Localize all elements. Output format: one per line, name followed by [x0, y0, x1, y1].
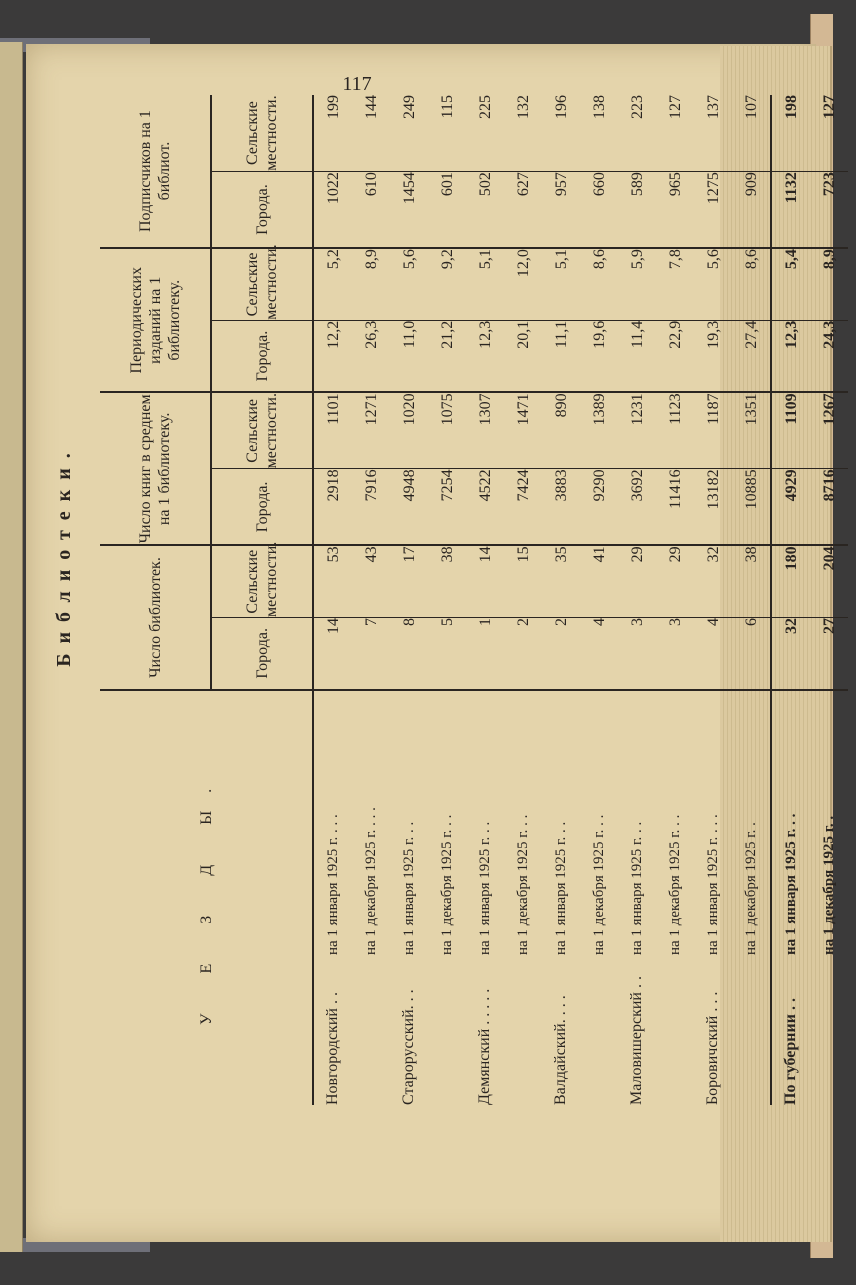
uezd-name: Валдайский. . . . [552, 995, 569, 1105]
date-label: на 1 января 1925 г. . . [553, 821, 569, 955]
uezd-name: Демянский . . . . . [476, 988, 493, 1105]
value-cell: 601 [428, 172, 466, 249]
table-row [580, 95, 618, 1105]
value-cell: 957 [542, 172, 580, 249]
value-cell: 5,6 [390, 248, 428, 320]
header-periodicals-per-library: Периодических изданий на 1 библиотеку. [100, 248, 211, 392]
value-cell: 14 [466, 545, 504, 617]
value-cell: 5,6 [694, 248, 732, 320]
value-cell: 1231 [618, 392, 656, 469]
date-label: на 1 января 1925 г. . . [477, 821, 493, 955]
uezd-name: Боровичский . . . [704, 991, 721, 1105]
header-rural: Сельские местности. [211, 95, 313, 172]
value-cell: 38 [732, 545, 771, 617]
value-cell: 8,9 [352, 248, 390, 320]
header-rural: Сельские местности. [211, 392, 313, 469]
value-cell: 6 [732, 618, 771, 690]
uezd-cell [771, 690, 810, 1105]
value-cell: 26,3 [352, 320, 390, 392]
table-row [352, 95, 390, 1105]
value-cell: 5,2 [313, 248, 352, 320]
uezd-cell [656, 690, 694, 1105]
page-number: 117 [342, 73, 372, 95]
date-label: на 1 декабря 1925 г. . . [591, 814, 607, 955]
value-cell: 199 [313, 95, 352, 172]
table-body [313, 95, 848, 1105]
value-cell: 4929 [771, 469, 810, 546]
table-row [504, 95, 542, 1105]
table-row [428, 95, 466, 1105]
value-cell: 223 [618, 95, 656, 172]
uezd-cell [580, 690, 618, 1105]
table-row [810, 95, 848, 1105]
table-row [656, 95, 694, 1105]
value-cell: 2 [542, 618, 580, 690]
value-cell: 1020 [390, 392, 428, 469]
value-cell: 3 [618, 618, 656, 690]
value-cell: 1123 [656, 392, 694, 469]
value-cell: 9,2 [428, 248, 466, 320]
value-cell: 1389 [580, 392, 618, 469]
header-rural: Сельские местности. [211, 545, 313, 617]
uezd-cell [428, 690, 466, 1105]
value-cell: 5,1 [542, 248, 580, 320]
value-cell: 127 [810, 95, 848, 172]
date-label: на 1 января 1925 г. . . [401, 821, 417, 955]
value-cell: 909 [732, 172, 771, 249]
value-cell: 14 [313, 618, 352, 690]
value-cell: 115 [428, 95, 466, 172]
value-cell: 589 [618, 172, 656, 249]
value-cell: 7 [352, 618, 390, 690]
libraries-table [100, 95, 848, 1105]
value-cell: 38 [428, 545, 466, 617]
value-cell: 7424 [504, 469, 542, 546]
value-cell: 2 [504, 618, 542, 690]
header-city: Города. [211, 172, 313, 249]
value-cell: 3692 [618, 469, 656, 546]
header-library-count: Число библиотек. [100, 545, 211, 689]
value-cell: 1109 [771, 392, 810, 469]
header-rural: Сельские местности. [211, 248, 313, 320]
uezd-name: Маловишерский . . [628, 976, 645, 1105]
date-label: на 1 декабря 1925 г. . . [515, 814, 531, 955]
uezd-cell [352, 690, 390, 1105]
value-cell: 4 [580, 618, 618, 690]
value-cell: 2918 [313, 469, 352, 546]
value-cell: 890 [542, 392, 580, 469]
uezd-cell [618, 690, 656, 1105]
date-label: на 1 декабря 1925 г. . . [667, 814, 683, 955]
value-cell: 11,4 [618, 320, 656, 392]
value-cell: 249 [390, 95, 428, 172]
value-cell: 1275 [694, 172, 732, 249]
value-cell: 180 [771, 545, 810, 617]
value-cell: 22,9 [656, 320, 694, 392]
value-cell: 127 [656, 95, 694, 172]
value-cell: 29 [656, 545, 694, 617]
value-cell: 1454 [390, 172, 428, 249]
date-label: на 1 января 1925 г. . . [629, 821, 645, 955]
table-row [694, 95, 732, 1105]
value-cell: 8,6 [732, 248, 771, 320]
table-row [313, 95, 352, 1105]
table-row [732, 95, 771, 1105]
uezd-cell [732, 690, 771, 1105]
table-row [618, 95, 656, 1105]
value-cell: 8716 [810, 469, 848, 546]
value-cell: 53 [313, 545, 352, 617]
left-page-edge [0, 42, 23, 1252]
value-cell: 502 [466, 172, 504, 249]
value-cell: 21,2 [428, 320, 466, 392]
uezd-cell [466, 690, 504, 1105]
table-row [390, 95, 428, 1105]
value-cell: 1075 [428, 392, 466, 469]
value-cell: 610 [352, 172, 390, 249]
value-cell: 4948 [390, 469, 428, 546]
date-label: на 1 января 1925 г. . . . [325, 814, 341, 955]
value-cell: 965 [656, 172, 694, 249]
uezd-name: Новгородский . . [324, 992, 341, 1105]
page-title: Библиотеки. [53, 443, 75, 667]
value-cell: 24,3 [810, 320, 848, 392]
value-cell: 8 [390, 618, 428, 690]
value-cell: 1132 [771, 172, 810, 249]
value-cell: 225 [466, 95, 504, 172]
value-cell: 32 [771, 618, 810, 690]
value-cell: 19,3 [694, 320, 732, 392]
value-cell: 1187 [694, 392, 732, 469]
value-cell: 1101 [313, 392, 352, 469]
uezd-cell [542, 690, 580, 1105]
value-cell: 11,1 [542, 320, 580, 392]
value-cell: 723 [810, 172, 848, 249]
value-cell: 5,9 [618, 248, 656, 320]
value-cell: 660 [580, 172, 618, 249]
value-cell: 41 [580, 545, 618, 617]
value-cell: 11,0 [390, 320, 428, 392]
value-cell: 1267 [810, 392, 848, 469]
value-cell: 137 [694, 95, 732, 172]
header-books-per-library: Число книг в среднем на 1 библиотеку. [100, 392, 211, 545]
value-cell: 7916 [352, 469, 390, 546]
value-cell: 20,1 [504, 320, 542, 392]
header-subscribers-per-library: Подписчиков на 1 библиот. [100, 95, 211, 248]
value-cell: 1022 [313, 172, 352, 249]
value-cell: 12,2 [313, 320, 352, 392]
value-cell: 1271 [352, 392, 390, 469]
value-cell: 1471 [504, 392, 542, 469]
header-uezd: У Е З Д Ы. [100, 690, 313, 1105]
value-cell: 43 [352, 545, 390, 617]
value-cell: 7254 [428, 469, 466, 546]
table-row [542, 95, 580, 1105]
value-cell: 107 [732, 95, 771, 172]
value-cell: 3883 [542, 469, 580, 546]
rotated-table-page [45, 73, 838, 1125]
value-cell: 3 [656, 618, 694, 690]
value-cell: 17 [390, 545, 428, 617]
value-cell: 1 [466, 618, 504, 690]
uezd-cell [313, 690, 352, 1105]
value-cell: 196 [542, 95, 580, 172]
value-cell: 27 [810, 618, 848, 690]
date-label: на 1 декабря 1925 г. . [821, 815, 837, 955]
value-cell: 35 [542, 545, 580, 617]
value-cell: 10885 [732, 469, 771, 546]
value-cell: 627 [504, 172, 542, 249]
value-cell: 19,6 [580, 320, 618, 392]
date-label: на 1 декабря 1925 г. . [743, 822, 759, 955]
value-cell: 8,9 [810, 248, 848, 320]
uezd-cell [390, 690, 428, 1105]
value-cell: 144 [352, 95, 390, 172]
value-cell: 29 [618, 545, 656, 617]
date-label: на 1 декабря 1925 г. . . . [363, 807, 379, 955]
value-cell: 1351 [732, 392, 771, 469]
uezd-name: По губернии . . [782, 998, 799, 1105]
uezd-name: Старорусский. . . [400, 989, 417, 1105]
value-cell: 1307 [466, 392, 504, 469]
table-row [771, 95, 810, 1105]
uezd-cell [504, 690, 542, 1105]
uezd-cell [694, 690, 732, 1105]
date-label: на 1 декабря 1925 г. . . [439, 814, 455, 955]
value-cell: 138 [580, 95, 618, 172]
value-cell: 5 [428, 618, 466, 690]
header-city: Города. [211, 618, 313, 690]
date-label: на 1 января 1925 г. . . . [705, 814, 721, 955]
value-cell: 12,0 [504, 248, 542, 320]
date-label: на 1 января 1925 г. . . [783, 813, 799, 955]
uezd-cell [810, 690, 848, 1105]
value-cell: 13182 [694, 469, 732, 546]
value-cell: 27,4 [732, 320, 771, 392]
value-cell: 4 [694, 618, 732, 690]
value-cell: 198 [771, 95, 810, 172]
value-cell: 5,1 [466, 248, 504, 320]
value-cell: 132 [504, 95, 542, 172]
value-cell: 11416 [656, 469, 694, 546]
value-cell: 7,8 [656, 248, 694, 320]
header-city: Города. [211, 469, 313, 546]
table-row [466, 95, 504, 1105]
value-cell: 12,3 [771, 320, 810, 392]
value-cell: 12,3 [466, 320, 504, 392]
value-cell: 15 [504, 545, 542, 617]
value-cell: 9290 [580, 469, 618, 546]
value-cell: 204 [810, 545, 848, 617]
value-cell: 5,4 [771, 248, 810, 320]
header-city: Города. [211, 320, 313, 392]
value-cell: 32 [694, 545, 732, 617]
value-cell: 4522 [466, 469, 504, 546]
value-cell: 8,6 [580, 248, 618, 320]
